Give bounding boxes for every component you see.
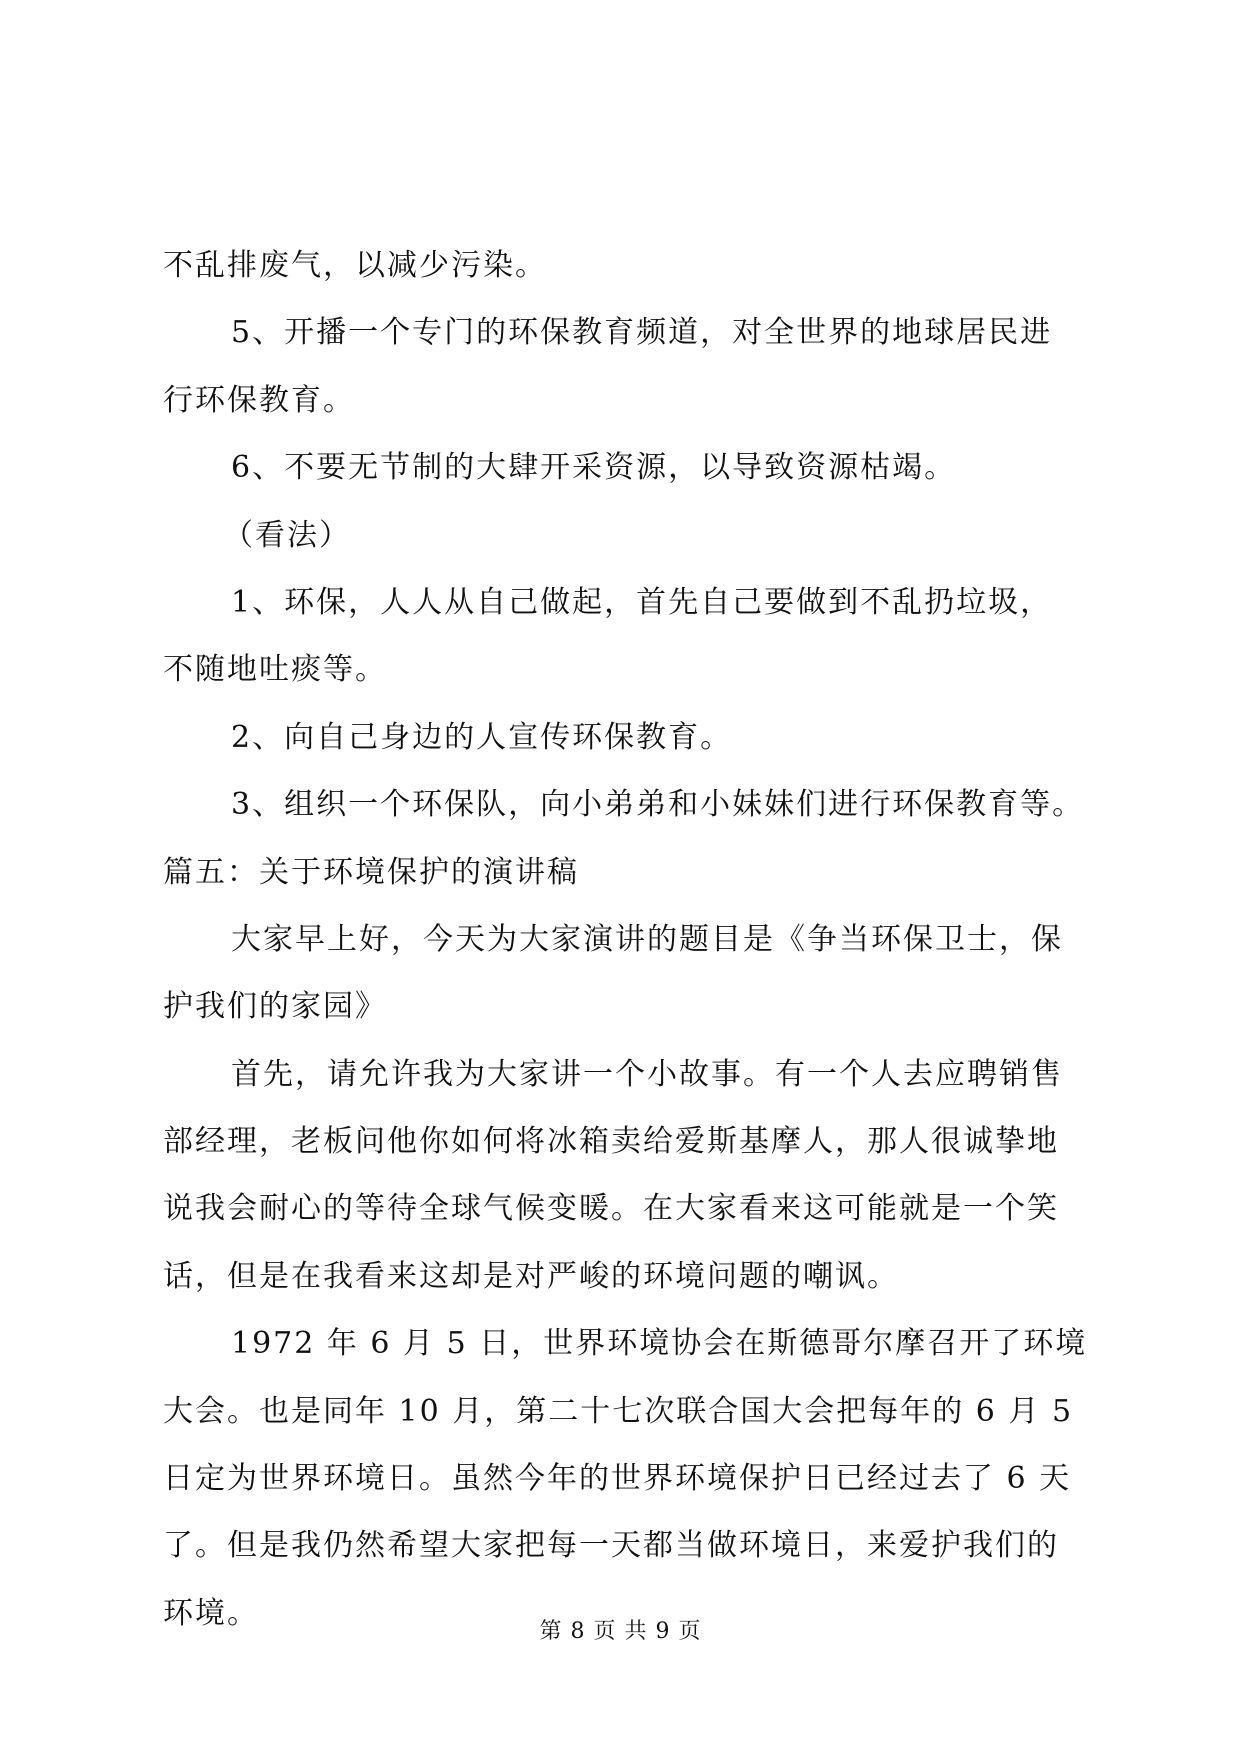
text-line: 行环保教育。 xyxy=(163,382,355,418)
text-line: 首先，请允许我为大家讲一个小故事。有一个人去应聘销售 xyxy=(231,1056,1063,1092)
page-number-footer: 第 8 页 共 9 页 xyxy=(539,1619,702,1644)
text-line: 日定为世界环境日。虽然今年的世界环境保护日已经过去了 6 天 xyxy=(163,1461,1072,1497)
text-line: 不乱排废气，以减少污染。 xyxy=(163,248,547,283)
text-line: 说我会耐心的等待全球气候变暖。在大家看来这可能就是一个笑 xyxy=(163,1191,1059,1227)
text-line: 1972 年 6 月 5 日，世界环境协会在斯德哥尔摩召开了环境 xyxy=(231,1326,1088,1362)
text-line: 1、环保，人人从自己做起，首先自己要做到不乱扔垃圾， xyxy=(231,584,1053,620)
text-line: 3、组织一个环保队，向小弟弟和小妹妹们进行环保教育等。 xyxy=(231,787,1085,823)
text-line: 话，但是在我看来这却是对严峻的环境问题的嘲讽。 xyxy=(163,1258,899,1294)
text-line: 6、不要无节制的大肆开采资源，以导致资源枯竭。 xyxy=(231,450,957,486)
text-line: 大会。也是同年 10 月，第二十七次联合国大会把每年的 6 月 5 xyxy=(163,1393,1074,1429)
text-line: 不随地吐痰等。 xyxy=(163,652,387,688)
document-body xyxy=(163,232,1088,1647)
text-line: 2、向自己身边的人宣传环保教育。 xyxy=(231,719,733,755)
text-line: 大家早上好，今天为大家演讲的题目是《争当环保卫士，保 xyxy=(231,921,1063,957)
text-line: （看法） xyxy=(223,517,351,553)
text-line: 5、开播一个专门的环保教育频道，对全世界的地球居民进 xyxy=(231,315,1053,351)
text-line: 了。但是我仍然希望大家把每一天都当做环境日，来爱护我们的 xyxy=(163,1528,1059,1564)
section-heading: 篇五：关于环境保护的演讲稿 xyxy=(163,854,579,890)
text-line: 护我们的家园》 xyxy=(163,989,387,1025)
text-line: 部经理，老板问他你如何将冰箱卖给爱斯基摩人，那人很诚挚地 xyxy=(163,1124,1059,1160)
text-line: 环境。 xyxy=(163,1595,259,1631)
